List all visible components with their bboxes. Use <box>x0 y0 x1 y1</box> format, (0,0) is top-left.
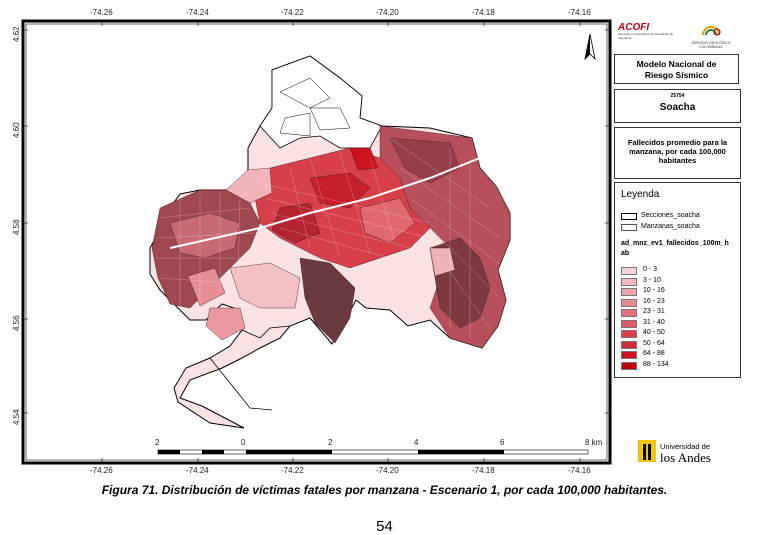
lon-label: -74.18 <box>472 466 495 475</box>
description-box <box>614 127 741 179</box>
scale-label: 2 <box>155 438 160 447</box>
scale-label: 4 <box>414 438 419 447</box>
lat-label: 4.60 <box>12 122 21 138</box>
legend-layer-sections: Secciones_soacha <box>641 212 700 219</box>
lat-label: 4.56 <box>12 315 21 331</box>
legend-swatch <box>621 351 637 359</box>
figure-caption: Figura 71. Distribución de víctimas fatales por manzana - Escenario 1, por cada 100,000 habitantes. <box>101 483 668 497</box>
municipality-name: Soacha <box>659 102 696 113</box>
lat-label: 4.54 <box>12 409 21 425</box>
legend-swatch <box>621 309 637 317</box>
lat-label: 4.58 <box>12 219 21 235</box>
municipality-box <box>614 89 741 123</box>
legend-class-label: 31 - 40 <box>643 318 665 326</box>
lon-label: -74.20 <box>376 8 399 17</box>
lat-label: 4.62 <box>12 26 21 42</box>
legend-class-label: 23 - 31 <box>643 308 665 315</box>
lon-label: -74.24 <box>186 466 209 475</box>
legend-layer-blocks: Manzanas_soacha <box>641 223 700 230</box>
lon-label: -74.22 <box>281 466 304 475</box>
scale-label: 2 <box>328 438 333 447</box>
legend-swatch <box>621 362 637 370</box>
legend-class-label: 64 - 88 <box>643 350 665 357</box>
map-description: Fallecidos promedio para la manzana, por cada 100,000 habitantes <box>627 138 728 165</box>
page-number: 54 <box>376 518 393 535</box>
legend-field: ad_mnz_ev1_fallecidos_100m_hab <box>621 240 729 257</box>
model-title-box <box>614 54 739 84</box>
lon-label: -74.22 <box>281 8 304 17</box>
model-title: Modelo Nacional de Riesgo Sísmico <box>636 59 717 80</box>
legend-swatch <box>621 267 637 275</box>
lon-label: -74.24 <box>186 8 209 17</box>
blocks-swatch <box>621 224 637 231</box>
legend-swatch <box>621 278 637 286</box>
legend-swatch <box>621 288 637 296</box>
legend-swatch <box>621 320 637 328</box>
logos-row <box>614 20 742 50</box>
lon-label: -74.26 <box>90 8 113 17</box>
municipality-code: 25754 <box>670 93 685 99</box>
scale-label: 0 <box>241 438 246 447</box>
legend-class-label: 0 - 3 <box>643 266 658 273</box>
lon-label: -74.16 <box>568 466 591 475</box>
legend-title: Leyenda <box>621 189 660 200</box>
acofi-logo: ACOFI Asociación Colombiana de Facultades de Ingeniería <box>618 22 674 40</box>
legend-class-label: 50 - 64 <box>643 339 665 347</box>
legend-swatch <box>621 341 637 349</box>
legend-swatch <box>621 299 637 307</box>
scale-label: 8 km <box>585 438 603 447</box>
legend-class-label: 88 - 134 <box>643 360 669 368</box>
legend-class-label: 10 - 16 <box>643 287 665 294</box>
sgc-logo: SERVICIO GEOLÓGICO COLOMBIANO <box>686 22 736 49</box>
legend-box <box>614 182 741 378</box>
legend-swatch <box>621 330 637 338</box>
sections-swatch <box>621 213 637 220</box>
lon-label: -74.18 <box>472 8 495 17</box>
legend-class-label: 40 - 50 <box>643 329 665 336</box>
scale-bar <box>158 450 588 454</box>
lon-label: -74.16 <box>568 8 591 17</box>
lon-label: -74.26 <box>90 466 113 475</box>
scale-label: 6 <box>500 438 505 447</box>
legend-class-label: 3 - 10 <box>643 276 661 284</box>
sgc-emblem-icon <box>701 22 721 36</box>
legend-class-label: 16 - 23 <box>643 297 665 305</box>
lon-label: -74.20 <box>376 466 399 475</box>
uniandes-emblem-icon <box>638 440 656 462</box>
